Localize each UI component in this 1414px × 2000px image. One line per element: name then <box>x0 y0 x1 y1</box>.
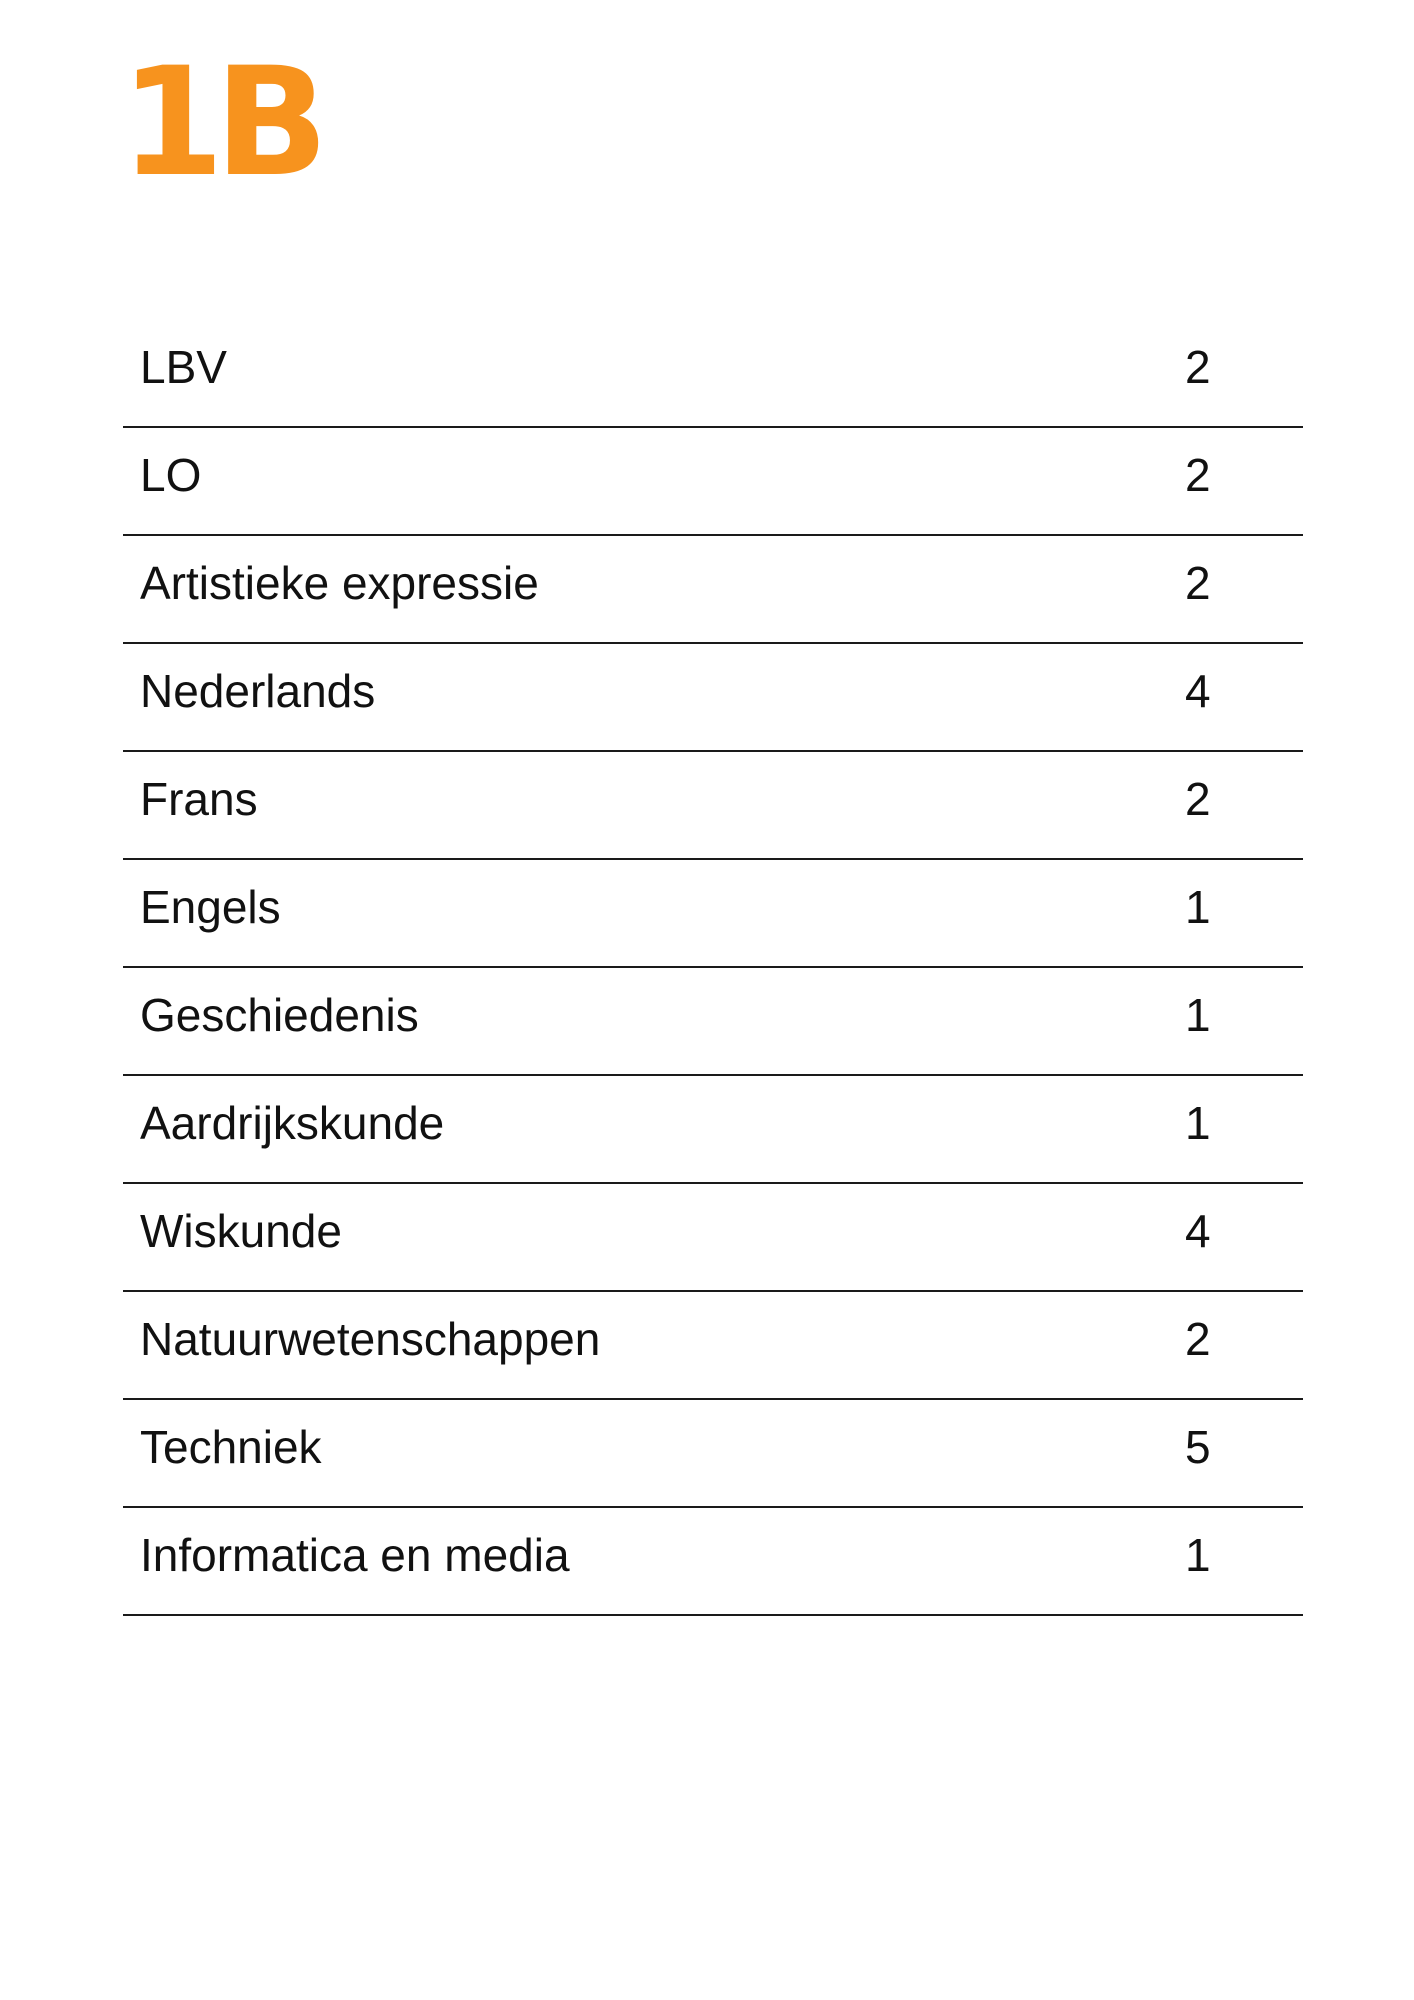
subject-name: Artistieke expressie <box>140 557 539 609</box>
subject-name: LBV <box>140 341 227 393</box>
class-logo: 1B <box>120 36 319 210</box>
table-row <box>123 320 1303 428</box>
table-row <box>123 1292 1303 1400</box>
subject-name: Techniek <box>140 1421 322 1473</box>
subject-name: Wiskunde <box>140 1205 342 1257</box>
subject-hours-table <box>123 320 1303 1616</box>
subject-hours: 4 <box>1185 1205 1211 1257</box>
table-row <box>123 968 1303 1076</box>
subject-hours: 2 <box>1185 341 1211 393</box>
table-row <box>123 1400 1303 1508</box>
table-row <box>123 428 1303 536</box>
subject-name: Geschiedenis <box>140 989 419 1041</box>
subject-hours: 2 <box>1185 557 1211 609</box>
subject-hours: 2 <box>1185 1313 1211 1365</box>
subject-hours: 4 <box>1185 665 1211 717</box>
subject-name: Nederlands <box>140 665 376 717</box>
subject-name: LO <box>140 449 202 501</box>
subject-hours: 1 <box>1185 1529 1211 1581</box>
subject-hours: 2 <box>1185 773 1211 825</box>
table-row <box>123 1508 1303 1616</box>
subject-name: Frans <box>140 773 258 825</box>
table-row <box>123 1184 1303 1292</box>
subject-name: Informatica en media <box>140 1529 570 1581</box>
table-row <box>123 860 1303 968</box>
subject-hours: 1 <box>1185 881 1211 933</box>
table-row <box>123 1076 1303 1184</box>
table-row <box>123 644 1303 752</box>
subject-name: Aardrijkskunde <box>140 1097 445 1149</box>
subject-hours: 5 <box>1185 1421 1211 1473</box>
subject-name: Natuurwetenschappen <box>140 1313 601 1365</box>
table-row <box>123 752 1303 860</box>
subject-name: Engels <box>140 881 281 933</box>
subject-hours: 2 <box>1185 449 1211 501</box>
table-row <box>123 536 1303 644</box>
subject-hours: 1 <box>1185 1097 1211 1149</box>
subject-hours: 1 <box>1185 989 1211 1041</box>
